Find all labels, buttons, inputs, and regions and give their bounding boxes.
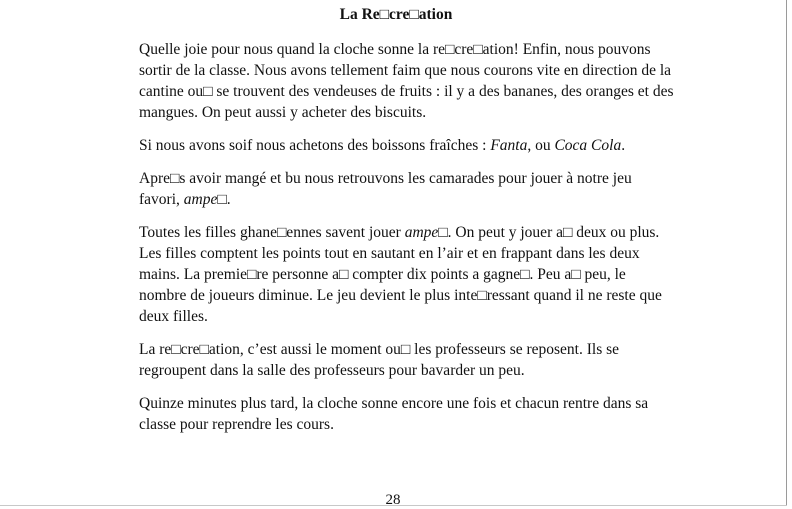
game-name: ampe□ [404, 224, 448, 241]
paragraph-1 [139, 39, 699, 123]
text-line: Quinze minutes plus tard, la cloche sonne encore une fois et chacun rentre dans sa [139, 395, 649, 412]
text-line: nombre de joueurs diminue. Le jeu devient le plus inte□ressant quand il ne reste que [139, 287, 662, 304]
game-name: ampe□ [183, 191, 227, 208]
page-title: La Re□cre□ation [339, 6, 453, 23]
text-segment: . [226, 191, 231, 208]
text-segment: favori, [139, 191, 184, 208]
text-line: sortir de la classe. Nous avons tellement faim que nous courons vite en direction de la [139, 62, 672, 79]
text-line: mains. La premie□re personne a□ compter dix points a gagne□. Peu a□ peu, le [139, 266, 626, 283]
text-line: Les filles comptent les points tout en sautant en l’air et en frappant dans les deux [139, 245, 640, 262]
paragraph-4 [139, 222, 699, 327]
page-edge-divider [786, 0, 787, 505]
text-line: classe pour reprendre les cours. [139, 416, 334, 433]
text-segment: . [621, 137, 626, 154]
paragraph-3 [139, 168, 699, 210]
paragraph-5 [139, 339, 699, 381]
page-number: 28 [385, 492, 401, 508]
brand-coca-cola: Coca Cola [554, 137, 622, 154]
document-body [139, 39, 699, 447]
text-segment: , ou [527, 137, 555, 154]
text-line: deux filles. [139, 308, 208, 325]
text-segment: Toutes les filles ghane□ennes savent jouer [139, 224, 405, 241]
text-line: mangues. On peut aussi y acheter des biscuits. [139, 104, 427, 121]
paragraph-6 [139, 393, 699, 435]
text-line: Apre□s avoir mangé et bu nous retrouvons les camarades pour jouer à notre jeu [139, 170, 632, 187]
text-line [139, 135, 699, 156]
text-line: regroupent dans la salle des professeurs pour bavarder un peu. [139, 362, 525, 379]
text-segment: . On peut y jouer a□ deux ou plus. [447, 224, 660, 241]
text-line: Quelle joie pour nous quand la cloche sonne la re□cre□ation! Enfin, nous pouvons [139, 41, 651, 58]
text-line: La re□cre□ation, c’est aussi le moment ou□ les professeurs se reposent. Ils se [139, 341, 620, 358]
brand-fanta: Fanta [490, 137, 528, 154]
text-line [139, 222, 699, 243]
paragraph-2 [139, 135, 699, 156]
text-segment: Si nous avons soif nous achetons des boissons fraîches : [139, 137, 491, 154]
text-line [139, 189, 699, 210]
text-line: cantine ou□ se trouvent des vendeuses de fruits : il y a des bananes, des oranges et des [139, 83, 674, 100]
